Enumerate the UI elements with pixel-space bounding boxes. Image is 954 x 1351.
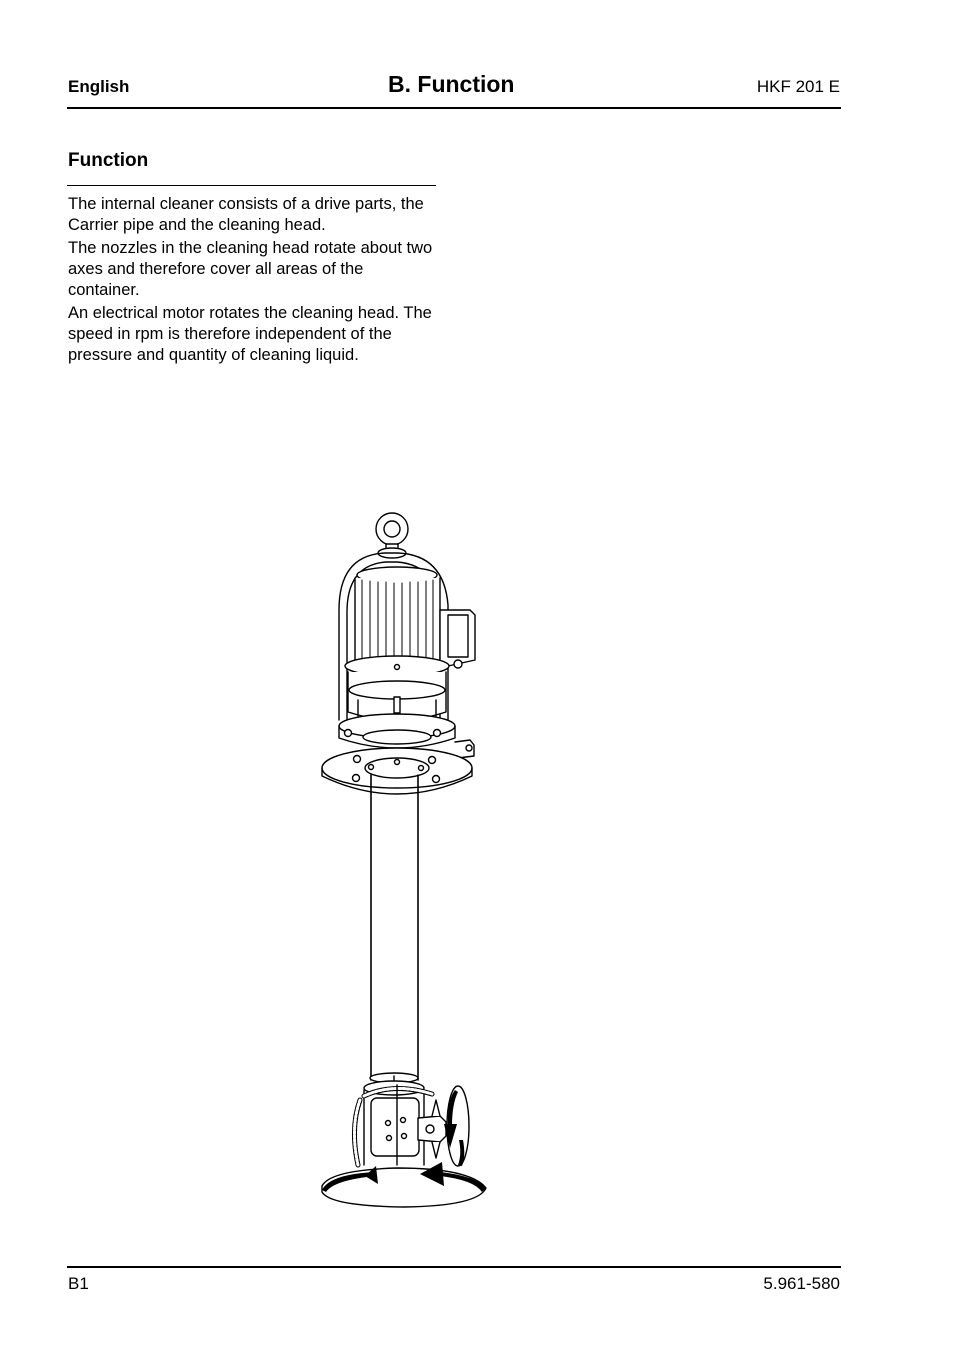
footer-divider	[67, 1266, 841, 1268]
paragraph-1: The internal cleaner consists of a drive parts, the Carrier pipe and the cleaning head.	[68, 195, 424, 234]
header-chapter-title: B. Function	[388, 71, 515, 97]
footer-page-number: B1	[68, 1274, 89, 1293]
header-divider	[67, 107, 841, 109]
paragraph-3: An electrical motor rotates the cleaning head. The speed in rpm is therefore independent of the pressure and quantity of cleaning liquid.	[68, 303, 432, 364]
paragraph-2: The nozzles in the cleaning head rotate about two axes and therefore cover all areas of the container.	[68, 239, 433, 299]
internal-cleaner-illustration	[300, 500, 520, 1220]
body-text	[68, 194, 438, 368]
header-language: English	[68, 77, 130, 96]
section-divider	[67, 185, 436, 186]
header-model: HKF 201 E	[756, 77, 840, 96]
footer-doc-number: 5.961-580	[763, 1274, 840, 1293]
section-heading: Function	[68, 150, 149, 171]
